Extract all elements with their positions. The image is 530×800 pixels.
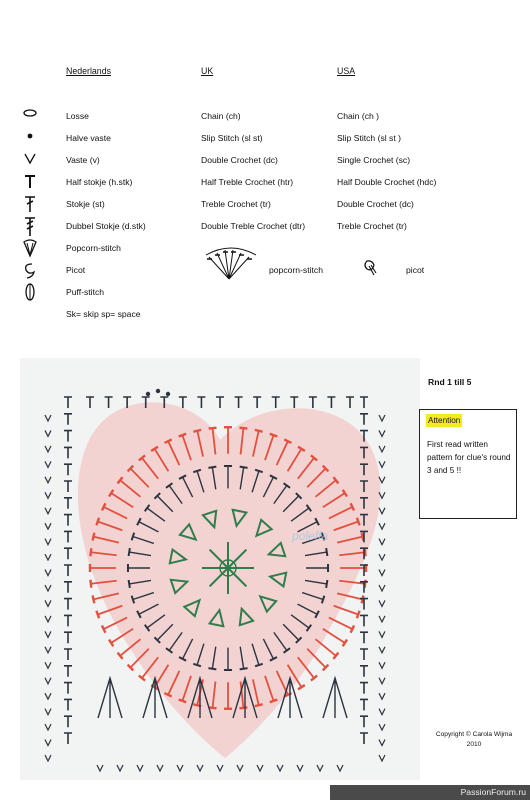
red-stitch-cap: [365, 580, 366, 588]
sc-mark: [97, 765, 103, 771]
single-crochet-symbol-icon: [20, 151, 40, 171]
sc-mark: [277, 765, 283, 771]
sc-mark: [45, 693, 51, 699]
slip-stitch-symbol-icon: [20, 129, 40, 149]
sc-mark: [379, 508, 385, 514]
header-uk: UK: [201, 66, 214, 76]
sc-mark: [117, 765, 123, 771]
dark-stitch-cap: [326, 548, 327, 556]
dc-mark: [360, 699, 368, 710]
dc-mark: [272, 397, 280, 408]
legend-uk: Double Crochet (dc): [201, 155, 278, 165]
copyright: [434, 730, 514, 750]
legend-uk: Half Treble Crochet (htr): [201, 177, 294, 187]
dc-mark: [64, 615, 72, 626]
red-stitch-cap: [351, 625, 354, 632]
dc-mark: [64, 632, 72, 643]
sc-mark: [45, 600, 51, 606]
sc-mark: [379, 724, 385, 730]
sc-mark: [45, 709, 51, 715]
legend-row-single-crochet: [0, 155, 530, 177]
sc-mark: [379, 755, 385, 761]
heart-chart-svg: [20, 358, 420, 780]
crochet-heart-chart: [20, 358, 420, 780]
legend-nl: Popcorn-stitch: [66, 243, 121, 253]
dc-mark: [360, 632, 368, 643]
legend-row-popcorn: [0, 243, 530, 265]
dc-mark: [309, 397, 317, 408]
sc-mark: [45, 539, 51, 545]
dc-mark: [327, 397, 335, 408]
header-dutch: Nederlands: [66, 66, 111, 76]
red-stitch-cap: [96, 611, 99, 619]
fan-stitch: [323, 678, 347, 718]
dc-mark: [64, 498, 72, 509]
dc-mark: [360, 615, 368, 626]
dc-mark: [360, 397, 368, 408]
red-stitch-cap: [209, 428, 217, 429]
legend-uk: Chain (ch): [201, 111, 241, 121]
dc-mark: [64, 699, 72, 710]
legend-nl: Half stokje (h.stk): [66, 177, 133, 187]
dc-mark: [64, 397, 72, 408]
legend-row-double-crochet: [0, 199, 530, 221]
sc-mark: [379, 415, 385, 421]
legend-row-abbreviations: [0, 309, 530, 331]
chain-symbol-icon: [20, 107, 40, 127]
red-stitch-cap: [365, 548, 366, 556]
half-double-crochet-symbol-icon: [20, 173, 40, 193]
dark-stitch-cap: [240, 668, 248, 669]
sc-mark: [379, 600, 385, 606]
sc-mark: [379, 461, 385, 467]
sc-mark: [379, 430, 385, 436]
dc-mark: [64, 599, 72, 610]
sc-mark: [379, 554, 385, 560]
red-stitch-cap: [93, 595, 95, 603]
legend-us: Chain (ch ): [337, 111, 380, 121]
sc-mark: [257, 765, 263, 771]
sc-mark: [45, 585, 51, 591]
dc-mark: [64, 733, 72, 744]
sc-mark: [45, 755, 51, 761]
treble-crochet-symbol-icon: [20, 217, 40, 237]
dark-stitch-cap: [129, 580, 130, 588]
sc-mark: [45, 570, 51, 576]
sc-mark: [379, 647, 385, 653]
sc-mark: [45, 616, 51, 622]
sc-mark: [337, 765, 343, 771]
red-stitch-cap: [90, 548, 91, 556]
double-crochet-symbol-icon: [20, 195, 40, 215]
legend-us: Slip Stitch (sl st ): [337, 133, 401, 143]
sc-mark: [217, 765, 223, 771]
dc-mark: [64, 683, 72, 694]
round-label: Rnd 1 till 5: [428, 377, 472, 387]
sc-mark: [379, 616, 385, 622]
legend-row-slip-stitch: [0, 133, 530, 155]
dc-mark: [253, 397, 261, 408]
legend-us: Treble Crochet (tr): [337, 221, 407, 231]
dark-stitch-cap: [208, 467, 216, 468]
legend-row-picot: [0, 265, 530, 287]
dc-mark: [64, 414, 72, 425]
red-stitch-cap: [239, 707, 247, 708]
legend-uk: Double Treble Crochet (dtr): [201, 221, 306, 231]
sc-mark: [157, 765, 163, 771]
sc-mark: [379, 539, 385, 545]
dc-mark: [64, 447, 72, 458]
sc-mark: [45, 446, 51, 452]
sc-mark: [45, 492, 51, 498]
dc-mark: [64, 548, 72, 559]
dc-mark: [64, 515, 72, 526]
dc-mark: [64, 464, 72, 475]
popcorn-symbol-icon: [20, 239, 40, 259]
sc-mark: [45, 523, 51, 529]
legend-nl: Halve vaste: [66, 133, 111, 143]
dc-mark: [197, 397, 205, 408]
dark-stitch-cap: [129, 548, 130, 556]
sc-mark: [45, 461, 51, 467]
dc-mark: [290, 397, 298, 408]
sc-mark: [45, 477, 51, 483]
sc-mark: [379, 523, 385, 529]
picot-dot: [166, 392, 170, 396]
popcorn-diagram-label: popcorn-stitch: [269, 265, 323, 275]
dc-mark: [360, 414, 368, 425]
sc-mark: [45, 647, 51, 653]
legend-nl: Vaste (v): [66, 155, 100, 165]
dc-mark: [179, 397, 187, 408]
sc-mark: [45, 415, 51, 421]
stitch-legend: [0, 0, 530, 340]
sc-mark: [45, 724, 51, 730]
dc-mark: [346, 397, 354, 408]
legend-row-puff: [0, 287, 530, 309]
dc-mark: [64, 649, 72, 660]
dark-stitch-cap: [240, 467, 248, 468]
dc-mark: [360, 716, 368, 727]
picot-diagram-icon: [362, 259, 378, 277]
sc-mark: [45, 740, 51, 746]
sc-mark: [197, 765, 203, 771]
legend-nl: Dubbel Stokje (d.stk): [66, 221, 146, 231]
attention-title: Attention: [428, 416, 461, 425]
chart-watermark: poleffa: [292, 529, 329, 543]
red-stitch: [323, 629, 345, 643]
popcorn-diagram-icon: [203, 245, 259, 283]
dark-stitch-cap: [326, 580, 327, 588]
red-stitch-cap: [357, 611, 360, 619]
legend-nl: Puff-stitch: [66, 287, 105, 297]
site-watermark: PassionForum.ru: [330, 785, 530, 800]
header-usa: USA: [337, 66, 356, 76]
dc-mark: [216, 397, 224, 408]
dc-mark: [360, 683, 368, 694]
dc-mark: [64, 565, 72, 576]
fan-stitch: [98, 678, 122, 718]
legend-nl: Sk= skip sp= space: [66, 309, 141, 319]
sc-mark: [379, 585, 385, 591]
sc-mark: [297, 765, 303, 771]
dc-mark: [64, 666, 72, 677]
dc-mark: [64, 531, 72, 542]
picot-dot: [156, 389, 160, 393]
sc-mark: [45, 554, 51, 560]
sc-mark: [317, 765, 323, 771]
copyright-line: Copyright © Carola Wijma: [435, 731, 513, 738]
picot-symbol-icon: [20, 261, 40, 281]
dc-mark: [64, 431, 72, 442]
legend-row-treble-crochet: [0, 221, 530, 243]
sc-mark: [379, 570, 385, 576]
sc-mark: [237, 765, 243, 771]
red-stitch-cap: [239, 428, 247, 429]
dc-mark: [235, 397, 243, 408]
red-stitch-cap: [90, 580, 91, 588]
attention-box: [419, 409, 517, 519]
sc-mark: [177, 765, 183, 771]
legend-nl: Stokje (st): [66, 199, 105, 209]
picot-dot: [146, 392, 150, 396]
copyright-year: 2010: [466, 741, 482, 748]
sc-mark: [45, 508, 51, 514]
dc-mark: [360, 649, 368, 660]
legend-nl: Picot: [66, 265, 86, 275]
legend-us: Double Crochet (dc): [337, 199, 414, 209]
sc-mark: [379, 662, 385, 668]
sc-mark: [379, 693, 385, 699]
dc-mark: [64, 582, 72, 593]
sc-mark: [137, 765, 143, 771]
legend-uk: Treble Crochet (tr): [201, 199, 271, 209]
puff-stitch-symbol-icon: [20, 283, 40, 303]
sc-mark: [379, 446, 385, 452]
sc-mark: [379, 709, 385, 715]
dc-mark: [64, 481, 72, 492]
dc-mark: [105, 397, 113, 408]
sc-mark: [45, 631, 51, 637]
legend-row-chain: [0, 111, 530, 133]
legend-us: Single Crochet (sc): [337, 155, 411, 165]
dc-mark: [64, 716, 72, 727]
sc-mark: [379, 678, 385, 684]
sc-mark: [45, 430, 51, 436]
sc-mark: [379, 631, 385, 637]
sc-mark: [45, 678, 51, 684]
dc-mark: [86, 397, 94, 408]
legend-nl: Losse: [66, 111, 89, 121]
sc-mark: [45, 662, 51, 668]
legend-uk: Slip Stitch (sl st): [201, 133, 263, 143]
red-stitch-cap: [102, 625, 105, 632]
picot-diagram-label: picot: [406, 265, 425, 275]
legend-row-half-double-crochet: [0, 177, 530, 199]
attention-body: First read written pattern for clue's round 3 and 5 !!: [427, 440, 511, 475]
sc-mark: [379, 740, 385, 746]
dc-mark: [360, 733, 368, 744]
legend-us: Half Double Crochet (hdc): [337, 177, 437, 187]
dark-stitch-cap: [208, 668, 216, 669]
dc-mark: [360, 666, 368, 677]
